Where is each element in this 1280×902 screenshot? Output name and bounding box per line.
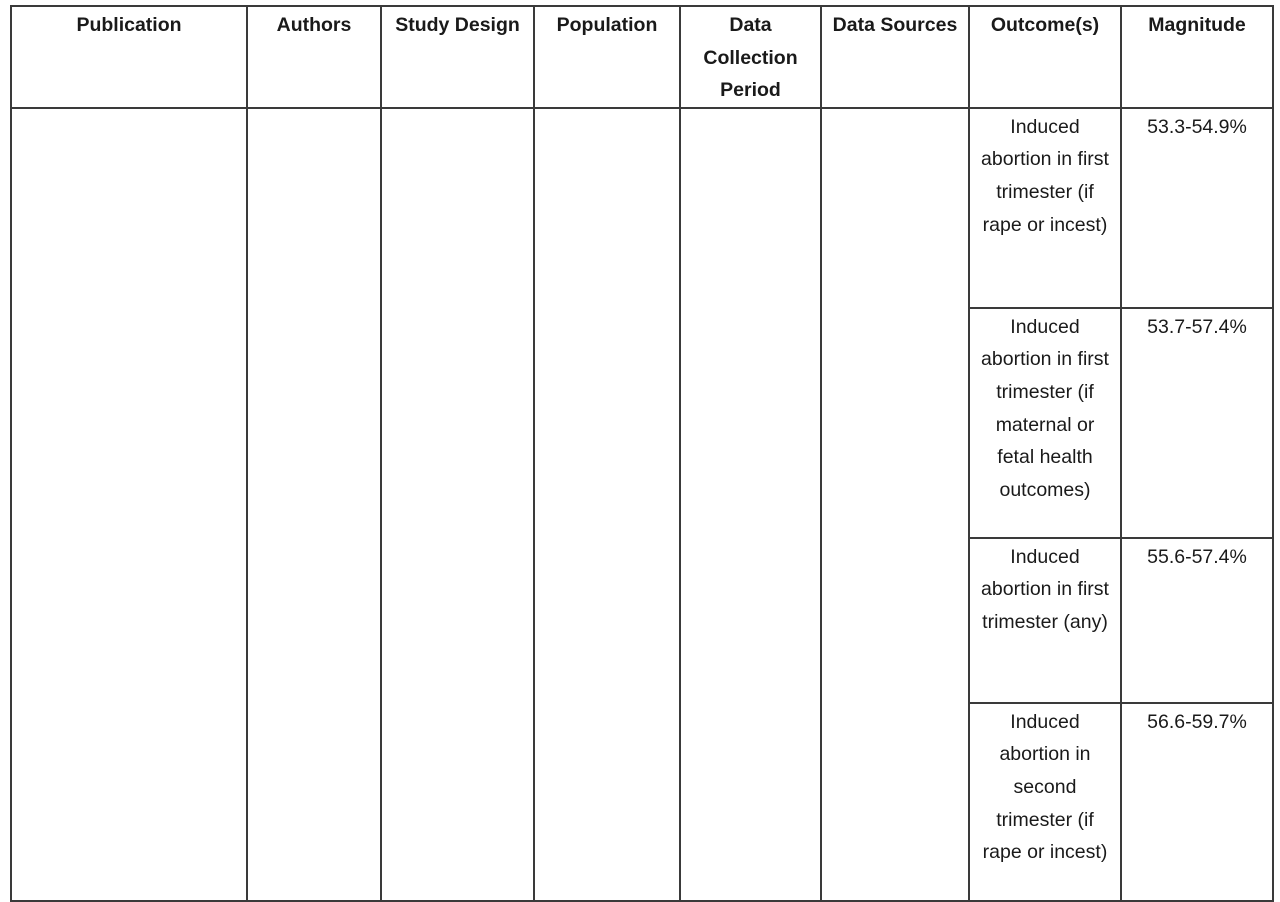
header-study-design: Study Design <box>381 6 534 108</box>
header-data-sources: Data Sources <box>821 6 969 108</box>
magnitude-cell: 53.3-54.9% <box>1121 108 1273 308</box>
magnitude-cell: 53.7-57.4% <box>1121 308 1273 538</box>
header-row <box>11 6 1273 108</box>
table-row <box>11 108 1273 308</box>
header-authors: Authors <box>247 6 381 108</box>
header-outcomes: Outcome(s) <box>969 6 1121 108</box>
population-cell <box>534 108 680 901</box>
authors-cell <box>247 108 381 901</box>
magnitude-cell: 55.6-57.4% <box>1121 538 1273 703</box>
publication-cell <box>11 108 247 901</box>
magnitude-cell: 56.6-59.7% <box>1121 703 1273 901</box>
table-body <box>11 108 1273 901</box>
table-header <box>11 6 1273 108</box>
outcome-cell: Induced abortion in first trimester (any) <box>969 538 1121 703</box>
data-sources-cell <box>821 108 969 901</box>
outcome-cell: Induced abortion in first trimester (if maternal or fetal health outcomes) <box>969 308 1121 538</box>
header-population: Population <box>534 6 680 108</box>
outcome-cell: Induced abortion in second trimester (if rape or incest) <box>969 703 1121 901</box>
header-publication: Publication <box>11 6 247 108</box>
evidence-table <box>10 5 1274 902</box>
header-magnitude: Magnitude <box>1121 6 1273 108</box>
data-collection-period-cell <box>680 108 821 901</box>
outcome-cell: Induced abortion in first trimester (if rape or incest) <box>969 108 1121 308</box>
header-data-collection-period: Data Collection Period <box>680 6 821 108</box>
study-design-cell <box>381 108 534 901</box>
